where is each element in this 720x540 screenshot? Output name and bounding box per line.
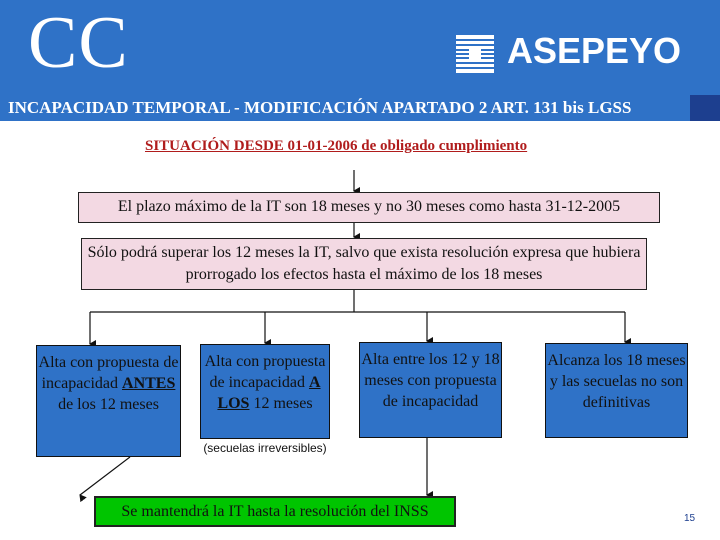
slide-subtitle: INCAPACIDAD TEMPORAL - MODIFICACIÓN APARTADO 2 ART. 131 bis LGSS [8, 98, 632, 117]
page-number: 15 [684, 513, 696, 524]
arrow-leaf1-to-final [80, 457, 130, 495]
leaf-box-12-to-18: Alta entre los 12 y 18 meses con propuesta de incapacidad [359, 342, 502, 438]
cc-logo: CC [28, 2, 129, 84]
leaf2-text: Alta con propuesta de incapacidad [204, 353, 326, 391]
final-outcome-box: Se mantendrá la IT hasta la resolución del INSS [94, 496, 456, 527]
leaf-box-at-12 [200, 344, 330, 439]
situation-heading: SITUACIÓN DESDE 01-01-2006 de obligado cumplimiento [145, 138, 528, 154]
brand-name: ASEPEYO [507, 30, 682, 71]
top-rule-box: El plazo máximo de la IT son 18 meses y no 30 meses como hasta 31-12-2005 [78, 192, 660, 223]
leaf1-text-end: de los 12 meses [58, 396, 159, 413]
middle-rule-box: Sólo podrá superar los 12 meses la IT, salvo que exista resolución expresa que hubiera prorrogado los efectos hasta el máximo de los 18 meses [81, 238, 647, 290]
leaf-box-before-12 [36, 345, 181, 457]
leaf1-emphasis: ANTES [122, 375, 176, 392]
leaf2-note: (secuelas irreversibles) [203, 441, 327, 455]
leaf1-text: Alta con propuesta de incapacidad [38, 354, 179, 392]
leaf2-text-end: 12 meses [249, 395, 313, 412]
leaf2-emphasis: A LOS [217, 374, 321, 412]
leaf-box-18-reached: Alcanza los 18 meses y las secuelas no son definitivas [545, 343, 688, 438]
